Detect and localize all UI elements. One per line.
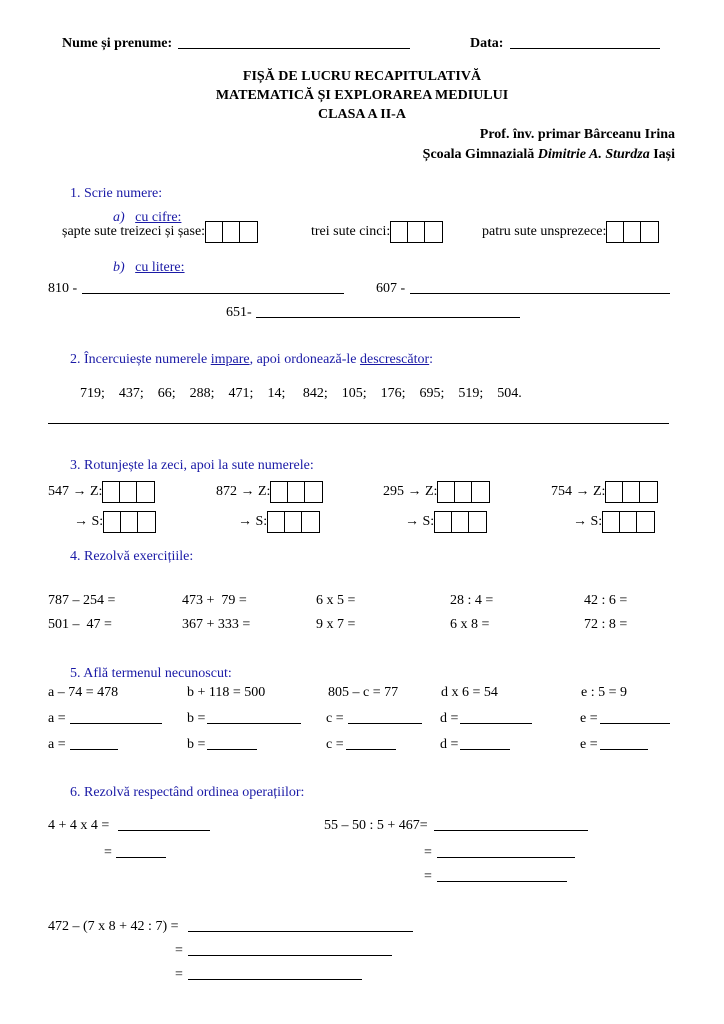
answer-line[interactable] [82, 293, 344, 294]
date-field[interactable] [510, 48, 660, 49]
answer-line[interactable] [118, 830, 210, 831]
ex6-expr-2: 55 – 50 : 5 + 467= [324, 818, 428, 833]
answer-line[interactable] [348, 723, 422, 724]
ex6-eq: = [424, 845, 432, 860]
ex5-eq-a: a – 74 = 478 [48, 685, 119, 700]
ex4-r2-c1: 501 – 47 = [48, 617, 112, 632]
ex5-eq-b: b + 118 = 500 [187, 685, 266, 700]
ex5-r3-a: a = [48, 737, 66, 752]
answer-line[interactable] [434, 830, 588, 831]
ex4-r1-c5: 42 : 6 = [584, 593, 628, 608]
answer-line[interactable] [437, 857, 575, 858]
ex4-r2-c5: 72 : 8 = [584, 617, 628, 632]
answer-line[interactable] [460, 749, 510, 750]
ex3-item-3: 295 → Z: [383, 481, 490, 503]
ex1-b-item-1: 810 - [48, 281, 78, 296]
answer-line[interactable] [410, 293, 670, 294]
answer-line[interactable] [207, 749, 257, 750]
answer-line[interactable] [600, 749, 648, 750]
ex1-b-heading: b) cu litere: [113, 260, 185, 275]
ex3-item-1: 547 → Z: [48, 481, 155, 503]
ex4-r2-c4: 6 x 8 = [450, 617, 490, 632]
answer-line[interactable] [256, 317, 520, 318]
answer-line[interactable] [207, 723, 301, 724]
ex4-r1-c4: 28 : 4 = [450, 593, 494, 608]
title-line-2: MATEMATICĂ ȘI EXPLORAREA MEDIULUI [215, 88, 509, 103]
ex5-r2-d: d = [440, 711, 459, 726]
ex1-item-3: patru sute unsprezece: [482, 221, 659, 243]
ex1-b-item-3: 651- [226, 305, 252, 320]
digit-boxes[interactable] [270, 481, 323, 503]
ex5-r2-e: e = [580, 711, 598, 726]
ex1-a-heading: a) cu cifre: [113, 210, 182, 225]
ex5-r3-e: e = [580, 737, 598, 752]
ex6-eq: = [175, 943, 183, 958]
answer-line[interactable] [188, 979, 362, 980]
ex6-eq: = [424, 869, 432, 884]
name-field[interactable] [178, 48, 410, 49]
digit-boxes[interactable] [102, 481, 155, 503]
answer-line[interactable] [460, 723, 532, 724]
ex3-title: 3. Rotunjește la zeci, apoi la sute numerele: [70, 458, 314, 473]
answer-line[interactable] [48, 423, 669, 424]
ex3-s-3: → S: [405, 511, 487, 533]
name-label: Nume și prenume: [62, 36, 173, 51]
author-name: Prof. înv. primar Bârceanu Irina [479, 127, 675, 142]
ex5-r3-d: d = [440, 737, 459, 752]
ex5-r3-b: b = [187, 737, 206, 752]
digit-boxes[interactable] [606, 221, 659, 243]
ex3-item-2: 872 → Z: [216, 481, 323, 503]
digit-boxes[interactable] [103, 511, 156, 533]
ex5-r2-b: b = [187, 711, 206, 726]
ex1-b-item-2: 607 - [376, 281, 406, 296]
ex4-r1-c3: 6 x 5 = [316, 593, 356, 608]
ex4-r1-c2: 473 + 79 = [182, 593, 247, 608]
ex4-r2-c2: 367 + 333 = [182, 617, 251, 632]
ex6-eq: = [175, 967, 183, 982]
ex5-r3-c: c = [326, 737, 344, 752]
date-label: Data: [470, 36, 504, 51]
ex3-s-2: → S: [238, 511, 320, 533]
ex1-title: 1. Scrie numere: [70, 186, 163, 201]
ex4-r2-c3: 9 x 7 = [316, 617, 356, 632]
ex6-eq: = [104, 845, 112, 860]
ex1-item-1: șapte sute treizeci și șase: [62, 221, 258, 243]
school-name: Școala Gimnazială Dimitrie A. Sturdza Iași [422, 147, 675, 162]
answer-line[interactable] [600, 723, 670, 724]
digit-boxes[interactable] [602, 511, 655, 533]
ex6-title: 6. Rezolvă respectând ordinea operațiilor: [70, 785, 305, 800]
ex5-r2-c: c = [326, 711, 344, 726]
ex2-numbers: 719; 437; 66; 288; 471; 14; 842; 105; 176; 695; 519; 504. [80, 386, 522, 401]
answer-line[interactable] [346, 749, 396, 750]
ex1-item-2: trei sute cinci: [311, 221, 443, 243]
title-line-3: CLASA A II-A [318, 107, 406, 122]
ex6-expr-1: 4 + 4 x 4 = [48, 818, 110, 833]
ex5-eq-e: e : 5 = 9 [581, 685, 627, 700]
answer-line[interactable] [70, 749, 118, 750]
digit-boxes[interactable] [437, 481, 490, 503]
ex5-eq-c: 805 – c = 77 [328, 685, 399, 700]
ex3-s-4: → S: [573, 511, 655, 533]
answer-line[interactable] [188, 931, 413, 932]
digit-boxes[interactable] [605, 481, 658, 503]
ex4-r1-c1: 787 – 254 = [48, 593, 116, 608]
answer-line[interactable] [437, 881, 567, 882]
digit-boxes[interactable] [390, 221, 443, 243]
title-line-1: FIȘĂ DE LUCRU RECAPITULATIVĂ [242, 69, 482, 84]
ex5-eq-d: d x 6 = 54 [441, 685, 498, 700]
ex5-r2-a: a = [48, 711, 66, 726]
digit-boxes[interactable] [434, 511, 487, 533]
answer-line[interactable] [116, 857, 166, 858]
ex5-title: 5. Află termenul necunoscut: [70, 666, 232, 681]
ex3-s-1: → S: [74, 511, 156, 533]
ex3-item-4: 754 → Z: [551, 481, 658, 503]
ex6-expr-3: 472 – (7 x 8 + 42 : 7) = [48, 919, 179, 934]
ex4-title: 4. Rezolvă exercițiile: [70, 549, 194, 564]
answer-line[interactable] [70, 723, 162, 724]
ex2-title: 2. Încercuiește numerele impare, apoi ordonează-le descrescător: [70, 352, 434, 367]
answer-line[interactable] [188, 955, 392, 956]
digit-boxes[interactable] [267, 511, 320, 533]
digit-boxes[interactable] [205, 221, 258, 243]
